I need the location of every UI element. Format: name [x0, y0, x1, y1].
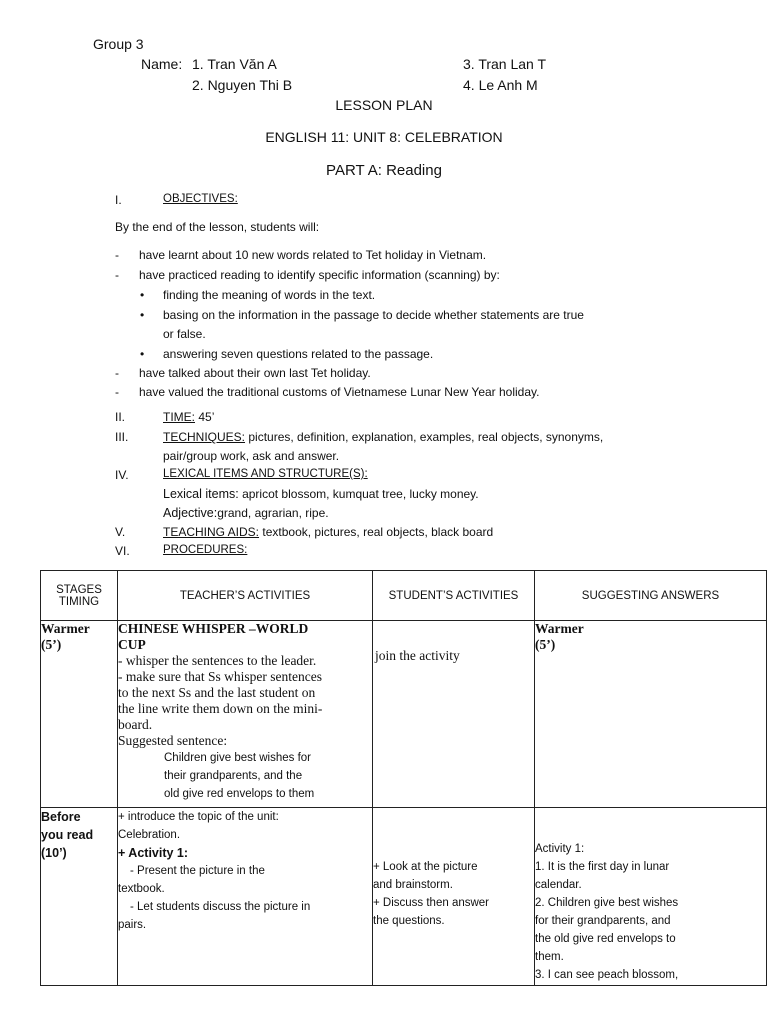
row2-stage [41, 808, 118, 986]
row1-teacher [118, 621, 373, 808]
row1-stage [41, 621, 118, 808]
row2-stage-line-2: you read [41, 828, 94, 842]
table-row [41, 621, 767, 808]
row2-teacher-line-4: textbook. [118, 883, 165, 895]
row2-teacher [118, 808, 373, 986]
techniques-value: pictures, definition, explanation, examples, real objects, synonyms, [248, 430, 604, 444]
lexical-heading: LEXICAL ITEMS AND STRUCTURE(S): [163, 468, 368, 480]
objective-subitem-3: answering seven questions related to the passage. [163, 347, 434, 361]
row2-student-line-1: + Look at the picture [373, 861, 478, 873]
row2-teacher-line-1: + introduce the topic of the unit: [118, 811, 279, 823]
row2-teacher-line-2: Celebration. [118, 829, 181, 841]
techniques-line-2: pair/group work, ask and answer. [163, 449, 340, 463]
row2-answer-line-5: for their grandparents, and [535, 915, 671, 927]
techniques-number: III. [115, 430, 129, 444]
time-line [163, 410, 214, 424]
row2-answer-line-2: 1. It is the first day in lunar [535, 861, 670, 873]
header-answers: SUGGESTING ANSWERS [535, 571, 767, 621]
group-label: Group 3 [93, 36, 144, 52]
row1-teacher-line-6: Suggested sentence: [118, 733, 228, 748]
row2-teacher-line-3: - Present the picture in the [130, 865, 265, 877]
objective-item-2: have practiced reading to identify specific information (scanning) by: [139, 268, 500, 282]
row1-answer-line-1: Warmer [535, 621, 584, 636]
member-4: 4. Le Anh M [463, 77, 538, 93]
objective-item-1: have learnt about 10 new words related to Tet holiday in Vietnam. [139, 248, 487, 262]
row2-teacher-line-6: pairs. [118, 919, 147, 931]
row2-teacher-activity: + Activity 1: [118, 846, 189, 860]
row2-student-line-3: + Discuss then answer [373, 897, 490, 909]
procedures-table [40, 570, 767, 986]
row2-answer-line-3: calendar. [535, 879, 582, 891]
header-stages [41, 571, 118, 621]
techniques-label: TECHNIQUES: [163, 430, 246, 444]
objectives-intro: By the end of the lesson, students will: [115, 220, 320, 234]
aids-value: textbook, pictures, real objects, black board [262, 525, 494, 539]
dash-marker: - [115, 248, 119, 262]
dash-marker: - [115, 385, 119, 399]
row2-stage-line-3: (10’) [41, 846, 67, 860]
objective-item-3: have talked about their own last Tet holiday. [139, 366, 371, 380]
row2-student-line-4: the questions. [373, 915, 445, 927]
row2-answer-line-1: Activity 1: [535, 843, 585, 855]
header-stages-line-2: TIMING [58, 595, 100, 608]
row2-answer-line-7: them. [535, 951, 564, 963]
procedures-heading: PROCEDURES: [163, 544, 248, 556]
objectives-heading: OBJECTIVES: [163, 193, 238, 205]
aids-number: V. [115, 525, 126, 539]
lesson-plan-title: LESSON PLAN [335, 97, 433, 113]
header-teacher: TEACHER’S ACTIVITIES [118, 571, 373, 621]
row2-teacher-line-5: - Let students discuss the picture in [130, 901, 311, 913]
bullet-marker: • [140, 288, 145, 302]
bullet-marker: • [140, 347, 145, 361]
row1-suggested-sentence-3: old give red envelops to them [164, 788, 315, 800]
techniques-line-1 [163, 430, 603, 444]
row1-teacher-line-4: the line write them down on the mini- [118, 701, 323, 716]
table-row [41, 808, 767, 986]
name-label: Name: [141, 56, 183, 72]
bullet-marker: • [140, 308, 145, 322]
table-header-row [41, 571, 767, 621]
row1-answers [535, 621, 767, 808]
member-1: 1. Tran Văn A [192, 56, 277, 72]
row1-teacher-line-5: board. [118, 717, 153, 732]
row1-stage-line-2: (5’) [41, 637, 62, 652]
lexical-items-value: apricot blossom, kumquat tree, lucky money. [242, 487, 479, 501]
adjective-line [163, 506, 329, 520]
row1-suggested-sentence-2: their grandparents, and the [164, 770, 303, 782]
time-label: TIME: [163, 410, 195, 424]
row1-teacher-title-2: CUP [118, 637, 146, 652]
aids-label: TEACHING AIDS: [163, 525, 260, 539]
row1-teacher-title-1: CHINESE WHISPER –WORLD [118, 621, 309, 636]
objective-subitem-1: finding the meaning of words in the text. [163, 288, 376, 302]
row2-answer-line-8: 3. I can see peach blossom, [535, 969, 679, 981]
dash-marker: - [115, 366, 119, 380]
header-student: STUDENT’S ACTIVITIES [373, 571, 535, 621]
objective-item-4: have valued the traditional customs of Vietnamese Lunar New Year holiday. [139, 385, 540, 399]
row2-answer-line-4: 2. Children give best wishes [535, 897, 679, 909]
row1-teacher-line-2: - make sure that Ss whisper sentences [118, 669, 322, 684]
adjective-value: grand, agrarian, ripe. [217, 506, 329, 520]
row2-student [373, 808, 535, 986]
objectives-number: I. [115, 193, 122, 207]
lexical-items-line [163, 487, 479, 501]
part-title: PART A: Reading [326, 162, 442, 179]
objective-subitem-2-line-2: or false. [163, 327, 206, 341]
objective-subitem-2-line-1: basing on the information in the passage to decide whether statements are true [163, 308, 584, 322]
row1-stage-line-1: Warmer [41, 621, 90, 636]
aids-line [163, 525, 493, 539]
lexical-items-label: Lexical items: [163, 487, 239, 501]
row1-answer-line-2: (5’) [535, 637, 556, 652]
row2-answer-line-6: the old give red envelops to [535, 933, 676, 945]
row1-suggested-sentence-1: Children give best wishes for [164, 752, 312, 764]
row1-teacher-line-3: to the next Ss and the last student on [118, 685, 316, 700]
row2-student-line-2: and brainstorm. [373, 879, 453, 891]
member-2: 2. Nguyen Thi B [192, 77, 293, 93]
row2-answers [535, 808, 767, 986]
procedures-number: VI. [115, 544, 130, 558]
unit-title: ENGLISH 11: UNIT 8: CELEBRATION [265, 129, 503, 145]
row1-student-line: join the activity [375, 648, 460, 663]
time-number: II. [115, 410, 126, 424]
time-value: 45’ [198, 410, 215, 424]
row1-teacher-line-1: - whisper the sentences to the leader. [118, 653, 317, 668]
dash-marker: - [115, 268, 119, 282]
row1-student [373, 621, 535, 808]
lexical-number: IV. [115, 468, 129, 482]
row2-stage-line-1: Before [41, 810, 81, 824]
member-3: 3. Tran Lan T [463, 56, 547, 72]
header-stages-line-1: STAGES [56, 583, 102, 596]
adjective-label: Adjective: [163, 506, 218, 520]
